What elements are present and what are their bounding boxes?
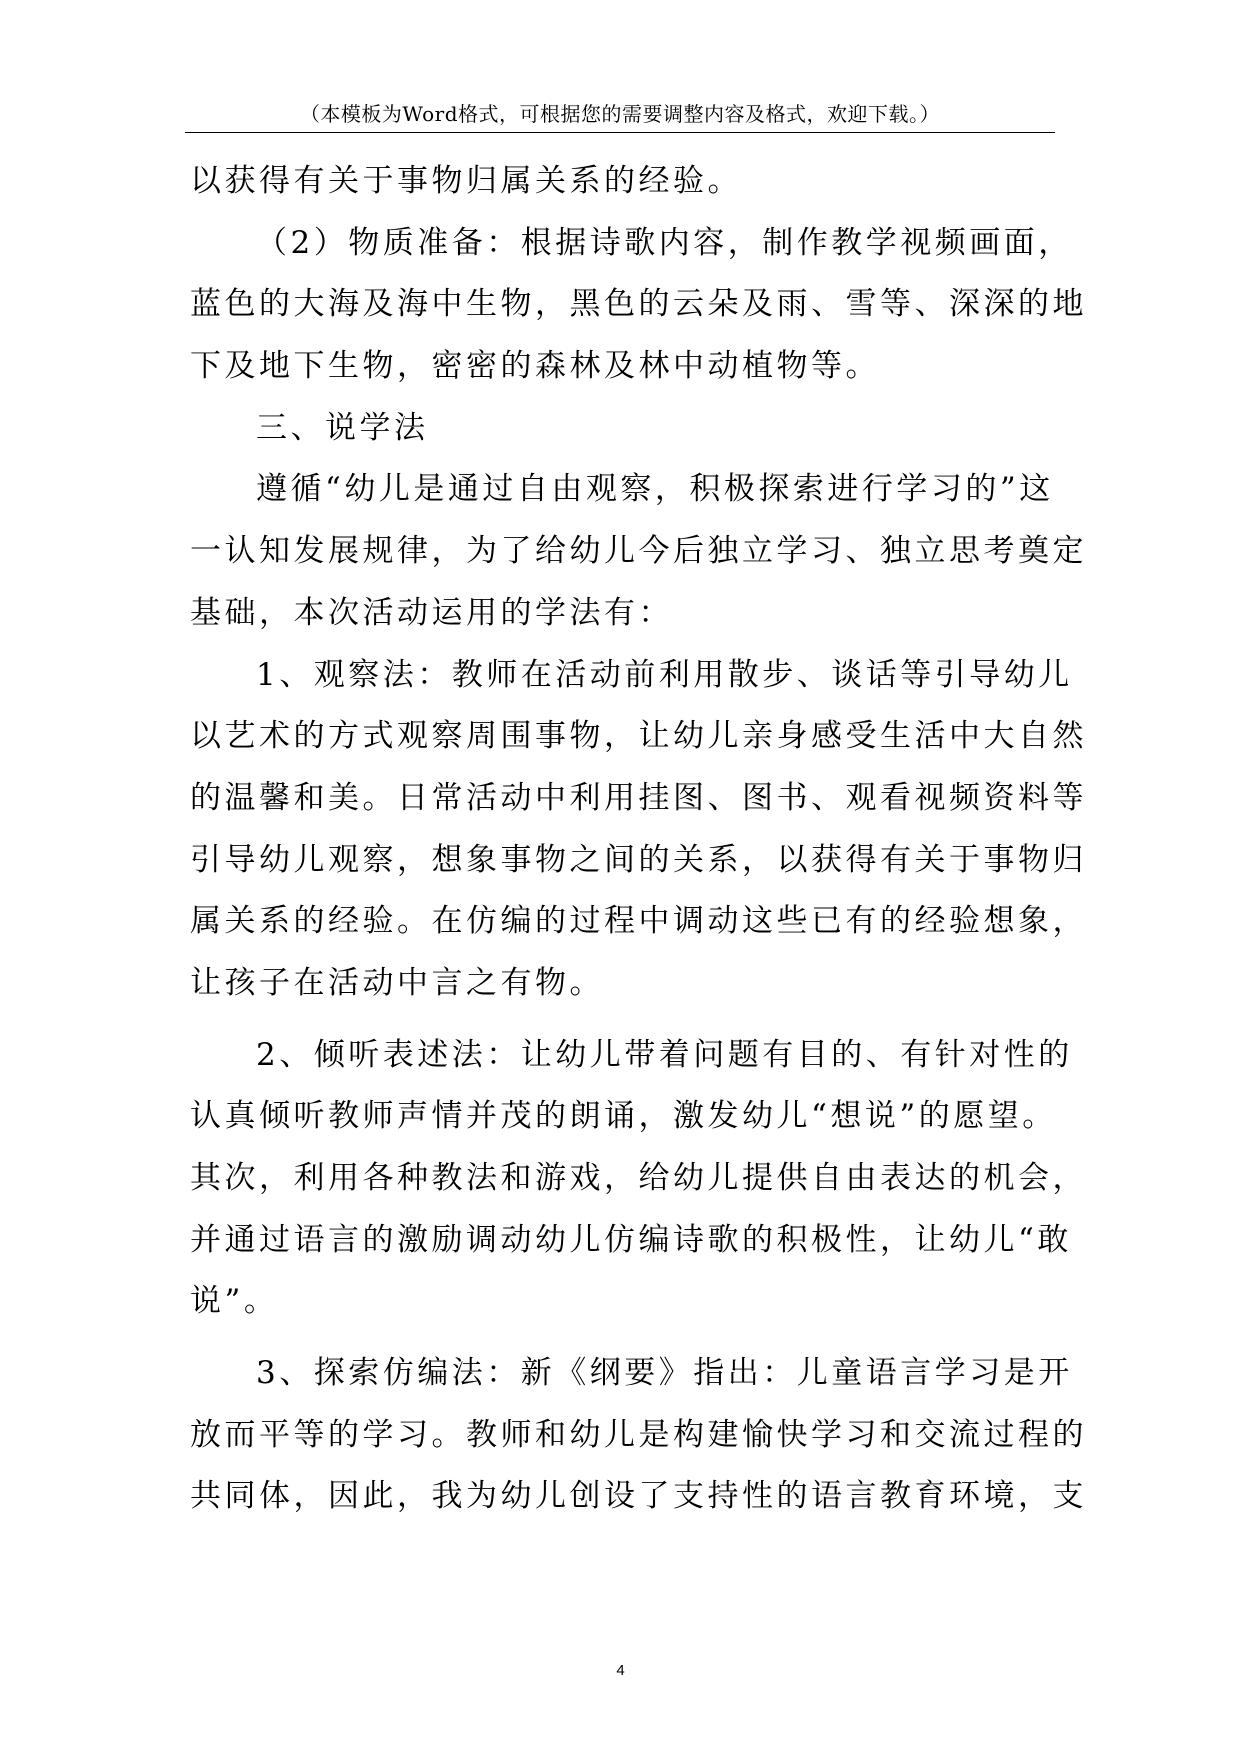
text-line: 的温馨和美。日常活动中利用挂图、图书、观看视频资料等	[190, 779, 1087, 816]
text-line: 说”。	[190, 1283, 279, 1320]
text-line: 放而平等的学习。教师和幼儿是构建愉快学习和交流过程的	[190, 1416, 1087, 1453]
paragraph-spacer	[190, 1333, 1055, 1343]
page-number: 4	[616, 1662, 625, 1679]
body-text	[190, 151, 1087, 1528]
text-line: 3、探索仿编法：新《纲要》指出：儿童语言学习是开	[256, 1355, 1073, 1392]
text-line: 2、倾听表述法：让幼儿带着问题有目的、有针对性的	[256, 1036, 1073, 1073]
text-line: 以艺术的方式观察周围事物，让幼儿亲身感受生活中大自然	[190, 718, 1087, 755]
text-line: 引导幼儿观察，想象事物之间的关系，以获得有关于事物归	[190, 841, 1087, 878]
text-line: 基础，本次活动运用的学法有：	[190, 594, 673, 631]
text-line: 下及地下生物，密密的森林及林中动植物等。	[190, 348, 880, 385]
text-line: 一认知发展规律，为了给幼儿今后独立学习、独立思考奠定	[190, 533, 1087, 570]
paragraph-spacer	[190, 1015, 1055, 1025]
text-line: 蓝色的大海及海中生物，黑色的云朵及雨、雪等、深深的地	[190, 286, 1087, 323]
text-line: 共同体，因此，我为幼儿创设了支持性的语言教育环境，支	[190, 1478, 1087, 1515]
text-line: 1、观察法：教师在活动前利用散步、谈话等引导幼儿	[256, 656, 1073, 693]
text-line: 认真倾听教师声情并茂的朗诵，激发幼儿“想说”的愿望。	[190, 1098, 1057, 1135]
text-line: 让孩子在活动中言之有物。	[190, 964, 604, 1001]
text-line: （2）物质准备：根据诗歌内容，制作教学视频画面，	[256, 224, 1073, 261]
section-heading: 三、说学法	[256, 409, 429, 446]
template-note: （本模板为Word格式，可根据您的需要调整内容及格式，欢迎下载。）	[299, 102, 941, 126]
text-line: 并通过语言的激励调动幼儿仿编诗歌的积极性，让幼儿“敢	[190, 1221, 1072, 1258]
header-rule	[185, 132, 1055, 133]
text-line: 以获得有关于事物归属关系的经验。	[190, 163, 742, 199]
text-line: 属关系的经验。在仿编的过程中调动这些已有的经验想象，	[190, 903, 1087, 940]
text-line: 遵循“幼儿是通过自由观察，积极探索进行学习的”这	[256, 471, 1054, 508]
text-line: 其次，利用各种教法和游戏，给幼儿提供自由表达的机会，	[190, 1160, 1087, 1196]
